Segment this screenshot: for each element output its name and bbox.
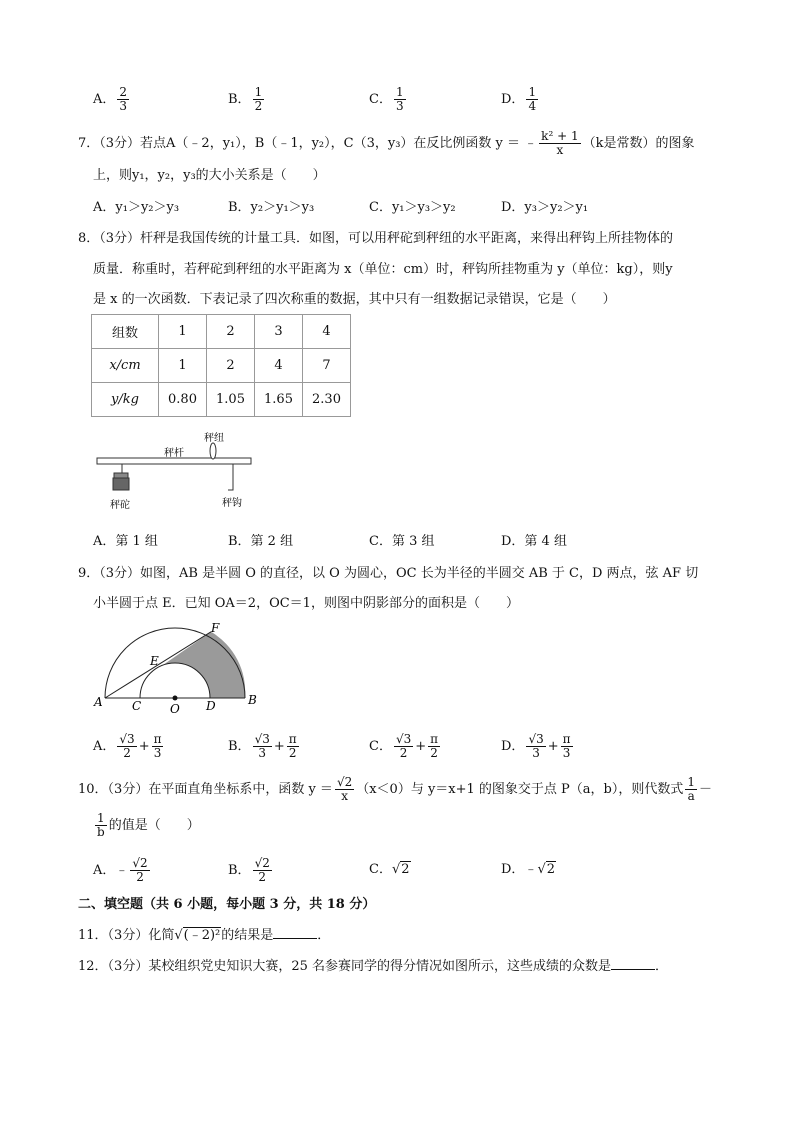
q6-option-d: D． $\frac{1}{4}$ [501, 85, 537, 113]
table-cell: 2 [207, 349, 255, 383]
table-row [92, 315, 351, 349]
table-cell: 1 [159, 349, 207, 383]
q7-stem-line1: 7．（3分）若点A（﹣2，y₁），B（﹣1，y₂），C（3，y₃）在反比例函数 y ＝ ﹣ $\frac{\text{k² + 1}}{x}$ （k是常数）的图象 [78, 129, 695, 157]
q9-option-b: B． $\frac{√3}{3}$ + $\frac{\pi}{2}$ [228, 732, 297, 760]
label-f: F [211, 621, 220, 635]
q8-stem-line2: 质量．称重时，若秤砣到秤纽的水平距离为 x（单位：cm）时，秤钩所挂物重为 y（单位：kg），则y [93, 262, 673, 277]
q7-option-d: D．y₃＞y₂＞y₁ [501, 200, 589, 215]
table-row [92, 349, 351, 383]
q12-answer-blank[interactable] [611, 957, 655, 970]
table-cell: 1.05 [207, 383, 255, 417]
steelyard-loop [210, 443, 216, 459]
section-heading-fill-in: 二、填空题（共 6 小题，每小题 3 分，共 18 分） [78, 897, 376, 912]
table-cell: 0.80 [159, 383, 207, 417]
table-cell: 4 [303, 315, 351, 349]
q11-stem: 11．（3分）化简√(﹣2)²的结果是 ． [78, 928, 331, 943]
q8-option-b: B．第 2 组 [228, 534, 294, 549]
table-cell: 3 [255, 315, 303, 349]
label-gan: 秤杆 [164, 448, 184, 459]
label-a: A [94, 695, 103, 709]
q8-data-table [91, 314, 351, 417]
table-cell: 组数 [92, 315, 159, 349]
label-b: B [248, 693, 257, 707]
steelyard-figure [94, 428, 259, 513]
table-cell: 7 [303, 349, 351, 383]
q8-stem-line3: 是 x 的一次函数．下表记录了四次称重的数据，其中只有一组数据记录错误，它是（ ） [93, 292, 616, 307]
q8-option-d: D．第 4 组 [501, 534, 567, 549]
q7-stem-line2: 上，则y₁，y₂，y₃的大小关系是（ ） [93, 168, 326, 183]
q9-stem-line1: 9．（3分）如图，AB 是半圆 O 的直径，以 O 为圆心，OC 长为半径的半圆交 AB 于 C，D 两点，弦 AF 切 [78, 566, 699, 581]
hook-icon [228, 483, 233, 490]
label-gou: 秤钩 [222, 498, 242, 509]
q10-option-a: A．﹣ $\frac{√2}{2}$ [93, 856, 148, 884]
label-niu: 秤纽 [204, 433, 224, 444]
shaded-region [164, 632, 246, 698]
q6-option-c: C． $\frac{1}{3}$ [369, 85, 404, 113]
table-cell: 1.65 [255, 383, 303, 417]
label-c: C [132, 699, 142, 713]
table-row [92, 383, 351, 417]
weight-top [114, 473, 128, 478]
q9-option-a: A． $\frac{√3}{2}$ + $\frac{\pi}{3}$ [93, 732, 162, 760]
q10-option-d: D．﹣√2 [501, 862, 556, 877]
q7-option-b: B．y₂＞y₁＞y₃ [228, 200, 315, 215]
table-cell: x/cm [92, 349, 159, 383]
q11-answer-blank[interactable] [273, 926, 317, 939]
label-e: E [150, 654, 159, 668]
q10-option-c: C．√2 [369, 862, 410, 877]
label-o: O [170, 702, 180, 714]
weight-block [113, 478, 129, 490]
table-cell: 2.30 [303, 383, 351, 417]
semicircle-figure [92, 618, 262, 714]
q6-option-a: A． $\frac{2}{3}$ [93, 85, 128, 113]
q10-stem-line1: 10．（3分）在平面直角坐标系中，函数 y ＝ $\frac{√2}{x}$ （x＜0）与 y＝x+1 的图象交于点 P（a，b），则代数式 $\frac{1}{a}$ － [78, 775, 713, 803]
q8-option-c: C．第 3 组 [369, 534, 435, 549]
q8-option-a: A．第 1 组 [93, 534, 158, 549]
center-point [173, 696, 178, 701]
q9-option-c: C． $\frac{√3}{2}$ + $\frac{\pi}{2}$ [369, 732, 439, 760]
q7-option-a: A．y₁＞y₂＞y₃ [93, 200, 180, 215]
table-cell: 2 [207, 315, 255, 349]
table-cell: 4 [255, 349, 303, 383]
q10-stem-line2: $\frac{1}{b}$ 的值是（ ） [97, 811, 200, 839]
q9-stem-line2: 小半圆于点 E．已知 OA＝2，OC＝1，则图中阴影部分的面积是（ ） [93, 596, 519, 611]
q7-option-c: C．y₁＞y₃＞y₂ [369, 200, 456, 215]
label-d: D [206, 699, 216, 713]
q9-option-d: D． $\frac{√3}{3}$ + $\frac{\pi}{3}$ [501, 732, 571, 760]
label-tuo: 秤砣 [110, 500, 130, 511]
q10-option-b: B． $\frac{√2}{2}$ [228, 856, 270, 884]
table-cell: y/kg [92, 383, 159, 417]
table-cell: 1 [159, 315, 207, 349]
q12-stem: 12．（3分）某校组织党史知识大赛，25 名参赛同学的得分情况如图所示，这些成绩的众数是 ． [78, 959, 669, 974]
q6-option-b: B． $\frac{1}{2}$ [228, 85, 263, 113]
q8-stem-line1: 8．（3分）杆秤是我国传统的计量工具．如图，可以用秤砣到秤纽的水平距离，来得出秤钩上所挂物体的 [78, 231, 674, 246]
